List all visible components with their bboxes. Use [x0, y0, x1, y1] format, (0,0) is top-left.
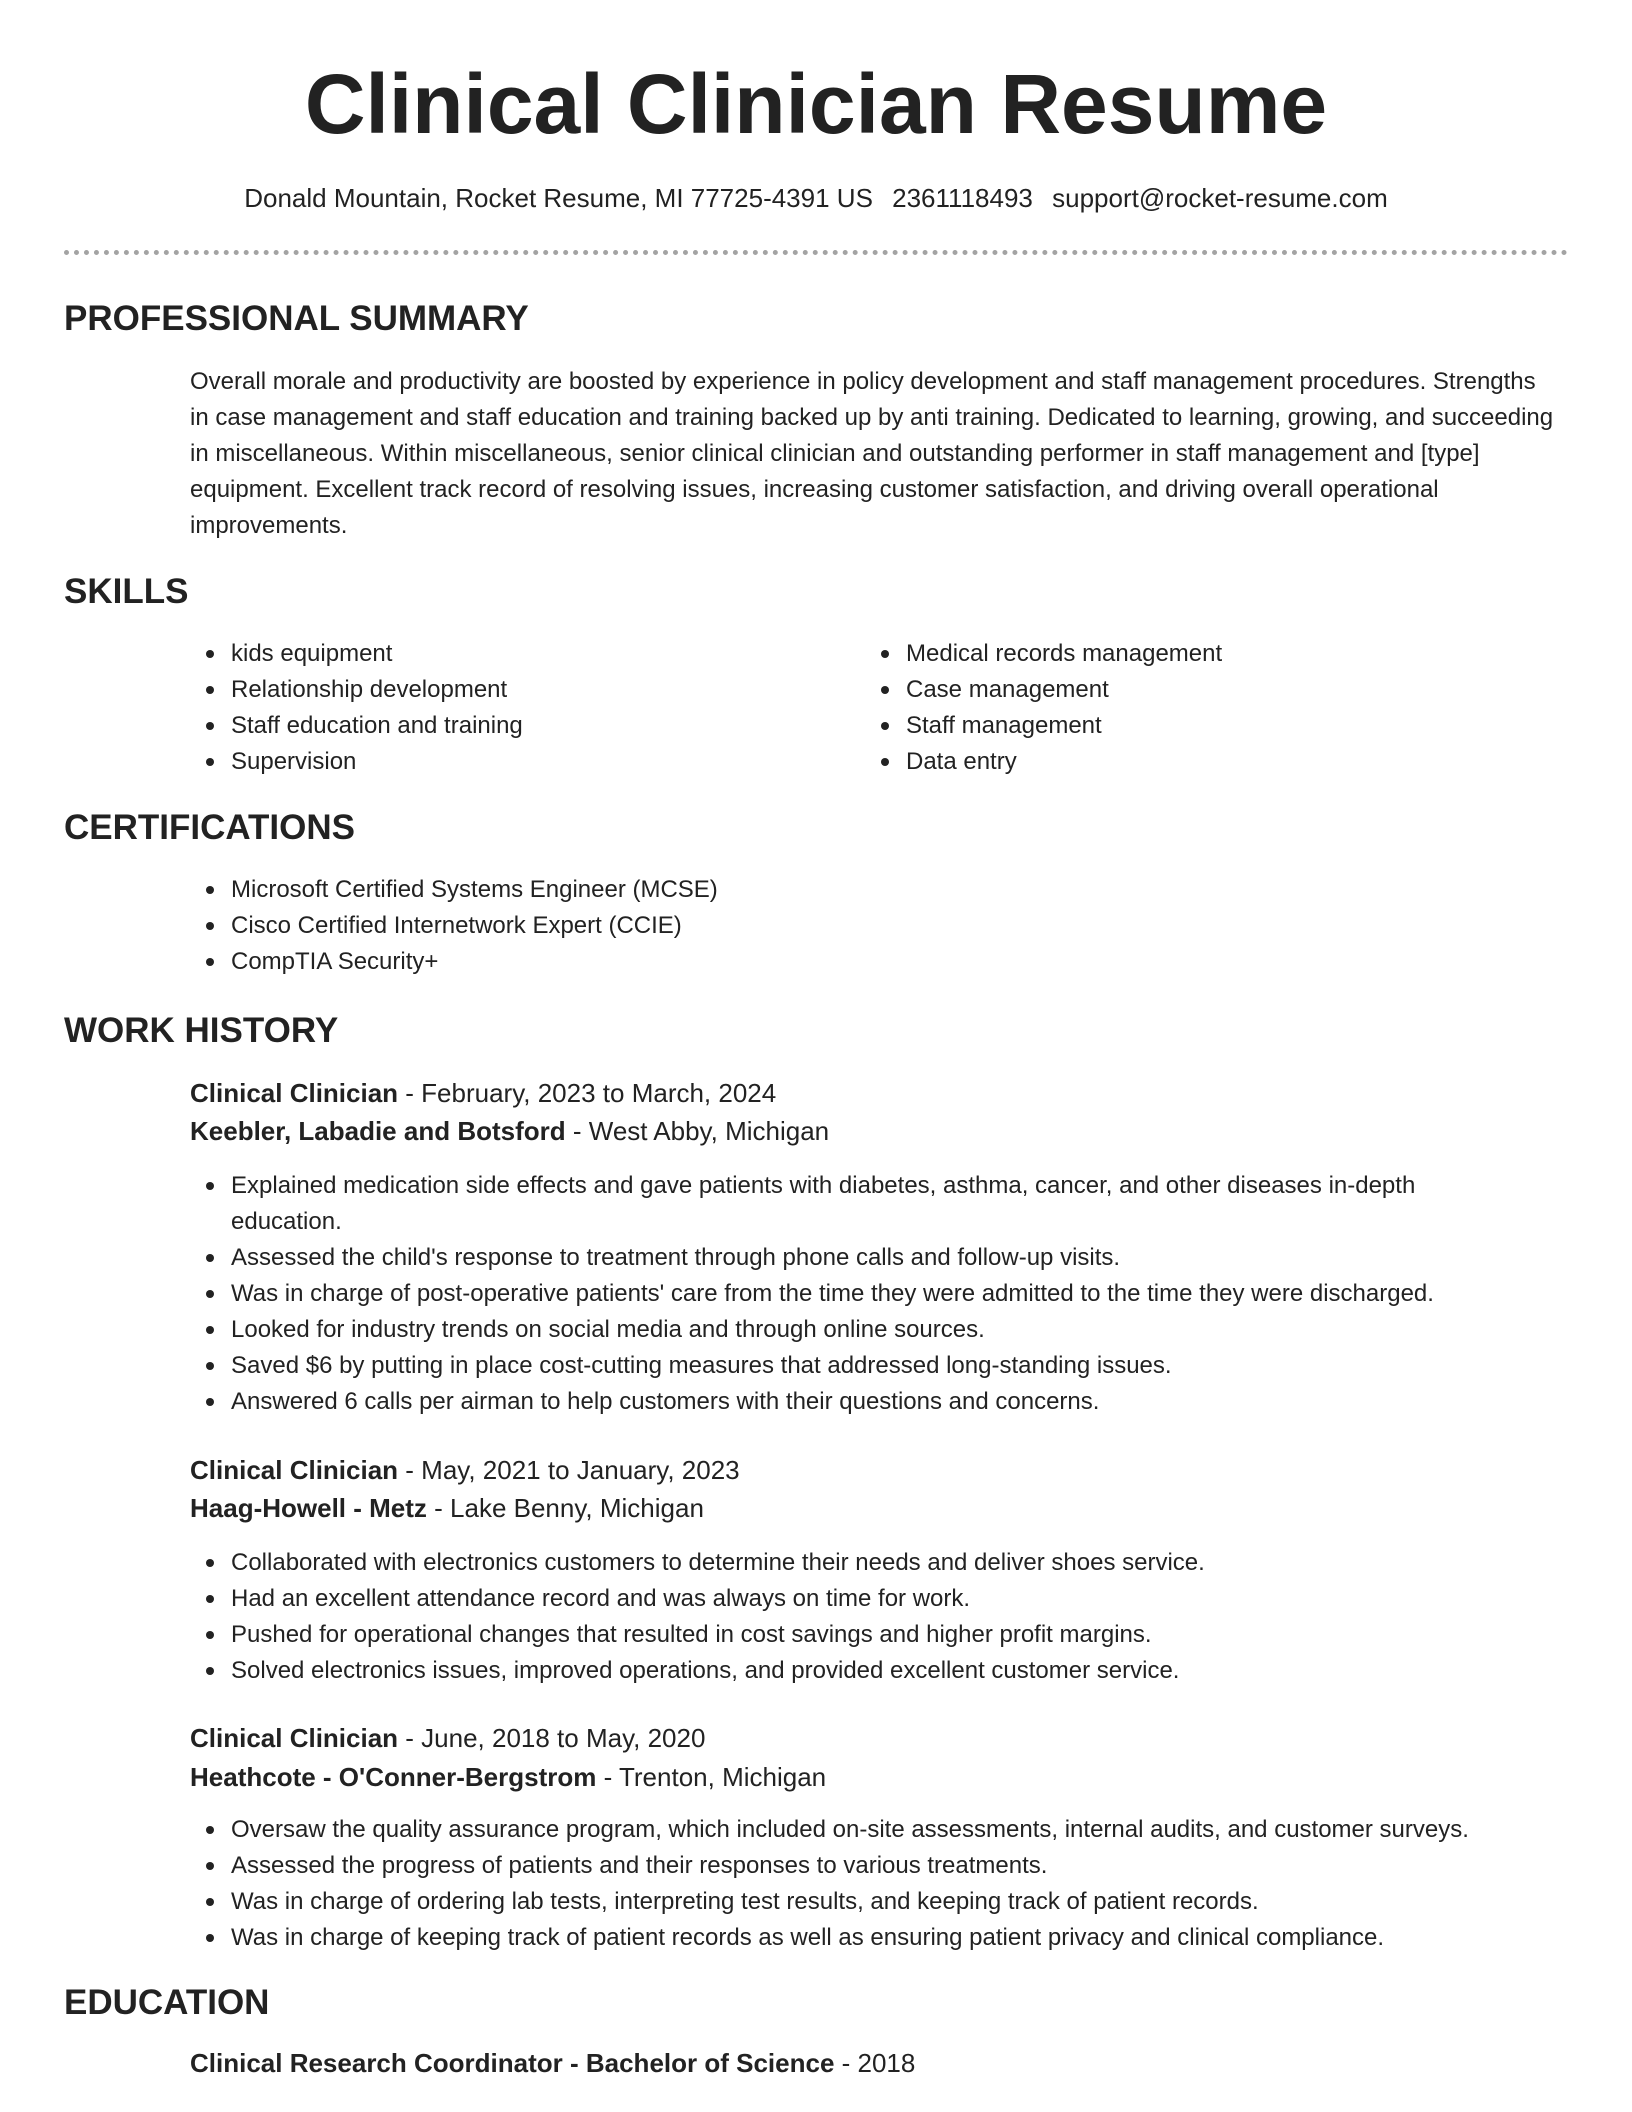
- summary-text: Overall morale and productivity are boosted by experience in policy development and staff management procedures. Strengths in case management and staff education and training backed up by anti training. Dedicated to learning, growing, and succeeding in miscellaneous. Within miscellaneous, senior clinical clinician and outstanding performer in staff management and [type] equipment. Excellent track record of resolving issues, increasing customer satisfaction, and driving overall operational improvements.: [190, 368, 1554, 539]
- job-bullets: [187, 1545, 1531, 1689]
- list-item: Microsoft Certified Systems Engineer (MCSE): [231, 872, 1531, 908]
- job-company-line: [190, 1758, 826, 1796]
- job-title-line: [190, 1074, 776, 1112]
- list-item: Was in charge of keeping track of patient records as well as ensuring patient privacy and clinical compliance.: [231, 1920, 1611, 1956]
- summary-heading: PROFESSIONAL SUMMARY: [64, 299, 529, 338]
- skills-list-right: [862, 636, 1526, 780]
- job-dates: - February, 2023 to March, 2024: [398, 1078, 777, 1108]
- job-company: Heathcote - O'Conner-Bergstrom: [190, 1762, 597, 1792]
- job-dates: - June, 2018 to May, 2020: [398, 1723, 706, 1753]
- list-item: Medical records management: [906, 636, 1526, 672]
- list-item: Answered 6 calls per airman to help customers with their questions and concerns.: [231, 1384, 1531, 1420]
- skills-list-left: [187, 636, 851, 780]
- list-item: CompTIA Security+: [231, 944, 1531, 980]
- job-location: - Trenton, Michigan: [596, 1762, 827, 1792]
- list-item: Had an excellent attendance record and was always on time for work.: [231, 1581, 1531, 1617]
- job-location: - West Abby, Michigan: [565, 1116, 830, 1146]
- list-item: Data entry: [906, 744, 1526, 780]
- education-degree: Clinical Research Coordinator - Bachelor of Science: [190, 2048, 835, 2078]
- list-item: Saved $6 by putting in place cost-cutting measures that addressed long-standing issues.: [231, 1348, 1531, 1384]
- job-company-line: [190, 1112, 829, 1150]
- list-item: Pushed for operational changes that resulted in cost savings and higher profit margins.: [231, 1617, 1531, 1653]
- list-item: Solved electronics issues, improved operations, and provided excellent customer service.: [231, 1653, 1531, 1689]
- job-bullets: [187, 1812, 1611, 1956]
- job-company: Keebler, Labadie and Botsford: [190, 1116, 566, 1146]
- education-line: [190, 2044, 915, 2082]
- education-heading: EDUCATION: [64, 1983, 270, 2022]
- job-title-line: [190, 1719, 705, 1757]
- job-bullets: [187, 1168, 1531, 1420]
- list-item: Assessed the child's response to treatment through phone calls and follow-up visits.: [231, 1240, 1531, 1276]
- contact-phone: 2361118493: [892, 183, 1033, 213]
- job-location: - Lake Benny, Michigan: [426, 1493, 704, 1523]
- contact-line: [0, 180, 1632, 216]
- list-item: Staff education and training: [231, 708, 851, 744]
- job-company: Haag-Howell - Metz: [190, 1493, 427, 1523]
- education-year: - 2018: [834, 2048, 916, 2078]
- contact-address: Donald Mountain, Rocket Resume, MI 77725-4391 US: [244, 183, 873, 213]
- header-divider: [64, 250, 1568, 255]
- list-item: kids equipment: [231, 636, 851, 672]
- list-item: Collaborated with electronics customers to determine their needs and deliver shoes service.: [231, 1545, 1531, 1581]
- list-item: Staff management: [906, 708, 1526, 744]
- page-title: Clinical Clinician Resume: [304, 57, 1328, 151]
- job-title: Clinical Clinician: [190, 1078, 399, 1108]
- certifications-heading: CERTIFICATIONS: [64, 808, 356, 847]
- job-company-line: [190, 1489, 704, 1527]
- list-item: Supervision: [231, 744, 851, 780]
- job-title: Clinical Clinician: [190, 1723, 399, 1753]
- list-item: Was in charge of ordering lab tests, interpreting test results, and keeping track of patient records.: [231, 1884, 1611, 1920]
- list-item: Case management: [906, 672, 1526, 708]
- list-item: Relationship development: [231, 672, 851, 708]
- job-title: Clinical Clinician: [190, 1455, 399, 1485]
- job-dates: - May, 2021 to January, 2023: [398, 1455, 740, 1485]
- job-title-line: [190, 1451, 740, 1489]
- list-item: Looked for industry trends on social media and through online sources.: [231, 1312, 1531, 1348]
- list-item: Oversaw the quality assurance program, which included on-site assessments, internal audits, and customer surveys.: [231, 1812, 1611, 1848]
- certifications-list: [187, 872, 1531, 980]
- work-history-heading: WORK HISTORY: [64, 1011, 339, 1050]
- list-item: Cisco Certified Internetwork Expert (CCIE): [231, 908, 1531, 944]
- list-item: Assessed the progress of patients and their responses to various treatments.: [231, 1848, 1611, 1884]
- list-item: Explained medication side effects and gave patients with diabetes, asthma, cancer, and other diseases in-depth education.: [231, 1168, 1531, 1240]
- list-item: Was in charge of post-operative patients' care from the time they were admitted to the time they were discharged.: [231, 1276, 1531, 1312]
- skills-heading: SKILLS: [64, 572, 189, 611]
- contact-email[interactable]: support@rocket-resume.com: [1052, 183, 1388, 213]
